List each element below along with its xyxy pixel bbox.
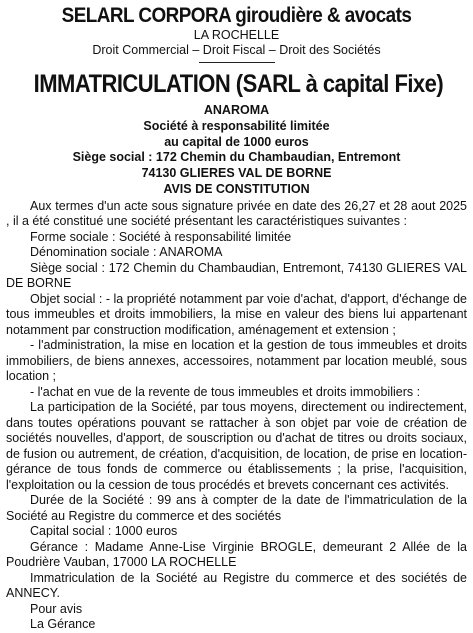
company-block xyxy=(6,103,467,198)
company-capital: au capital de 1000 euros xyxy=(164,134,309,149)
firm-name: SELARL CORPORA giroudière & avocats xyxy=(61,4,412,27)
body-paragraph: Gérance : Madame Anne-Lise Virginie BROGLE, demeurant 2 Allée de la Poudrière Vauban, 17000 LA ROCHELLE xyxy=(6,539,467,570)
company-name: ANAROMA xyxy=(203,103,270,117)
divider xyxy=(199,62,275,63)
body-paragraph: Pour avis xyxy=(30,601,83,616)
body-paragraph: - l'administration, la mise en location et la gestion de tous immeubles et droits immobiliers, de biens annexes, accessoires, notamment par location meublé, sous location ; xyxy=(6,338,467,384)
body-paragraph: Objet social : - la propriété notamment par voie d'achat, d'apport, d'échange de tous immeubles et droits immobiliers, la mise en valeur des biens lui appartenant notamment par construction modification, aménagement et extension ; xyxy=(6,291,467,337)
body-paragraph: Durée de la Société : 99 ans à compter de la date de l'immatriculation de la Société au Registre du commerce et des sociétés xyxy=(6,493,467,523)
body-paragraph: Immatriculation de la Société au Registre du commerce et des sociétés de ANNECY. xyxy=(6,570,467,601)
body-paragraph: La Gérance xyxy=(30,617,96,632)
company-siege-line1: Siège social : 172 Chemin du Chambaudian, Entremont xyxy=(72,150,401,165)
notice-title: IMMATRICULATION (SARL à capital Fixe) xyxy=(33,70,444,98)
firm-practice-areas: Droit Commercial – Droit Fiscal – Droit des Sociétés xyxy=(92,43,381,57)
notice-type: AVIS DE CONSTITUTION xyxy=(163,181,310,196)
body-paragraph: La participation de la Société, par tous moyens, directement ou indirectement, dans toutes opérations pouvant se rattacher à son objet par voie de création de sociétés nouvelles, d'apport, de souscription ou d'achat de titres ou droits sociaux, de fusion ou autrement, de création, d'acquisition, de location, de prise en location-gérance de tous fonds de commerce ou établissements ; la prise, l'acquisition, l'exploitation ou la cession de tous procédés et brevets concernant ces activités. xyxy=(6,400,467,492)
body-paragraph: Forme sociale : Société à responsabilité limitée xyxy=(30,229,292,244)
body-paragraph: Dénomination sociale : ANAROMA xyxy=(30,245,223,260)
company-siege-line2: 74130 GLIERES VAL DE BORNE xyxy=(141,166,332,181)
body-paragraph: Aux termes d'un acte sous signature privée en date des 26,27 et 28 aout 2025 , il a été constitué une société présentant les caractéristiques suivantes : xyxy=(6,198,467,229)
firm-city: LA ROCHELLE xyxy=(193,28,280,42)
company-form: Société à responsabilité limitée xyxy=(143,118,330,133)
body-paragraph: - l'achat en vue de la revente de tous immeubles et droits immobiliers : xyxy=(30,384,421,399)
body-paragraph: Capital social : 1000 euros xyxy=(30,524,178,539)
notice-body xyxy=(6,199,467,633)
body-paragraph: Siège social : 172 Chemin du Chambaudian, Entremont, 74130 GLIERES VAL DE BORNE xyxy=(6,260,467,291)
